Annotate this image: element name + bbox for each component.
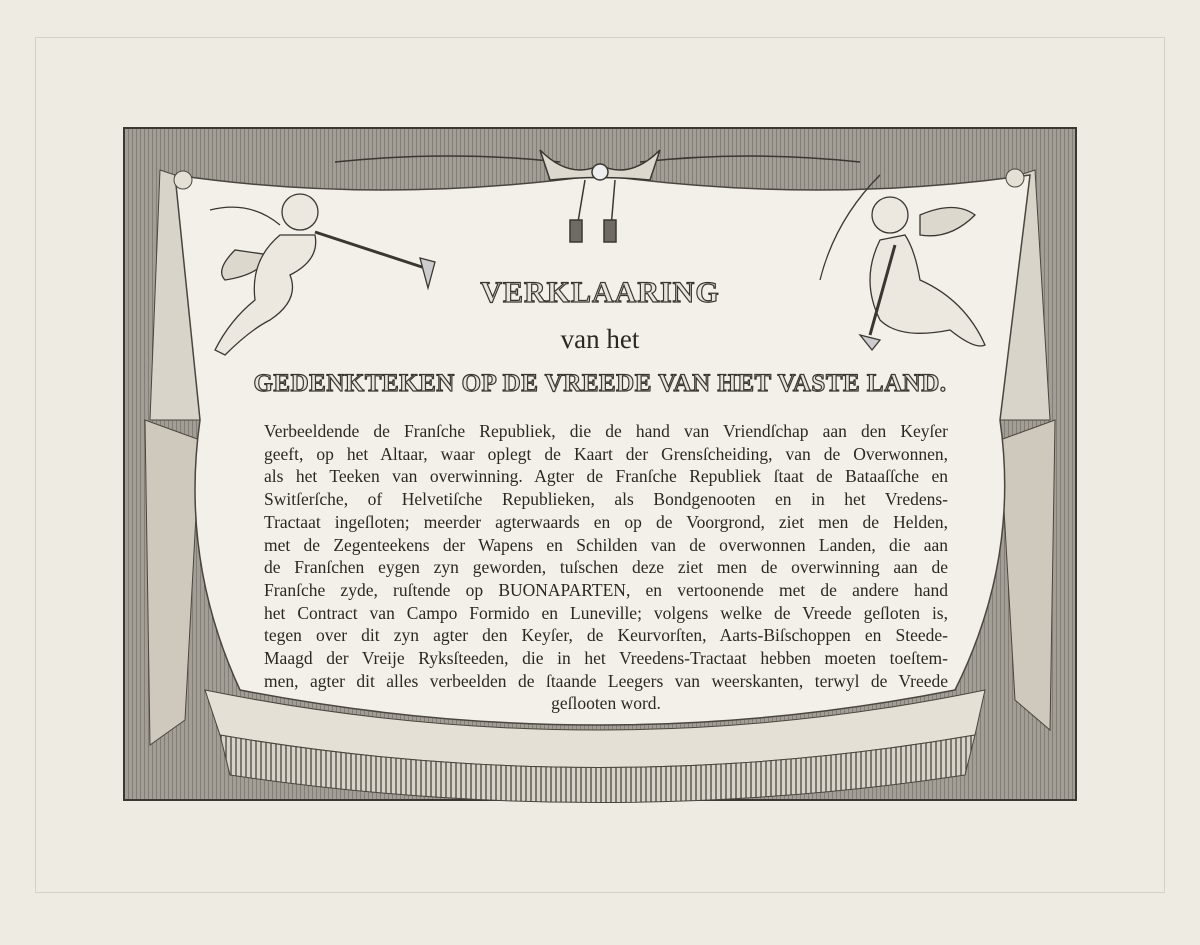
text-line: het Contract van Campo Formido en Luneville; volgens welke de Vreede geſloten is,: [264, 602, 948, 623]
text-line: tegen over dit zyn agter den Keyſer, de Keurvorſten, Aarts-Biſschoppen en Steede-: [264, 625, 948, 646]
text-line: Verbeeldende de Franſche Republiek, die de hand van Vriendſchap aan den Keyſer: [264, 421, 948, 441]
subtitle-van-het: van het: [560, 324, 640, 354]
text-line: Tractaat ingeſloten; meerder agterwaards en op de Voorgrond, ziet men de Helden,: [264, 511, 948, 532]
text-line: als het Teeken van overwinning. Agter de Franſche Republiek ſtaat de Bataaſſche en: [264, 466, 948, 487]
title-verklaring: VERKLAARING: [480, 276, 720, 309]
text-line: de Franſchen eygen zyn geworden, tuſschen deze ziet men de overwinning aan de: [264, 557, 948, 578]
text-line: Franſche zyde, ruſtende op BUONAPARTEN, en vertoonende met de andere hand: [264, 579, 948, 600]
main-title: GEDENKTEKEN OP DE VREEDE VAN HET VASTE LAND.: [253, 370, 947, 397]
description-text: [264, 420, 948, 715]
text-line: men, agter dit alles verbeelden de ſtaande Leegers van weerskanten, terwyl de Vreede: [264, 670, 948, 691]
text-line: met de Zegenteekens der Wapens en Schilden van de overwonnen Landen, die aan: [264, 534, 948, 555]
text-line: Maagd der Vreije Ryksſteeden, die in het Vreedens-Tractaat hebben moeten toeſtem-: [264, 648, 948, 669]
text-line: Switſerſche, of Helvetiſche Republieken, als Bondgenooten en in het Vredens-: [264, 489, 948, 510]
text-line: geſlooten word.: [551, 693, 661, 714]
text-line: geeft, op het Altaar, waar oplegt de Kaart der Grensſcheiding, van de Overwonnen,: [264, 443, 948, 464]
